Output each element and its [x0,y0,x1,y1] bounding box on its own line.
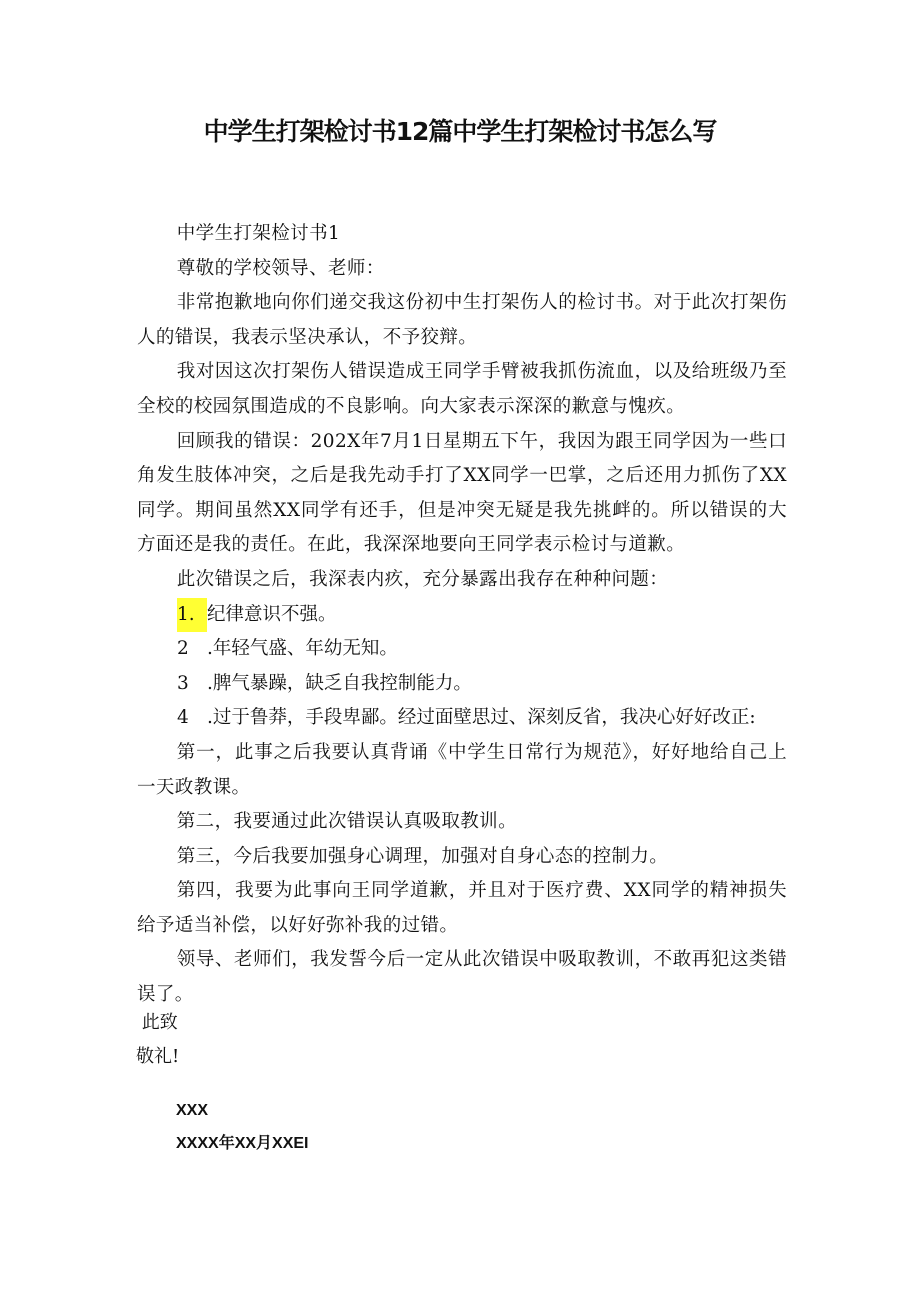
salutation: 尊敬的学校领导、老师： [176,257,385,279]
problem-item-3 [137,667,787,702]
resolution-fourth: 第四，我要为此事向王同学道歉，并且对于医疗费、XX同学的精神损失给予适当补偿，以好好弥补我的过错。 [137,880,787,936]
highlighted-number: 1. [177,598,207,633]
signature-date: XXXX年XX月XXEI [176,1135,309,1152]
problem-number: 3 [177,672,189,694]
problem-item-1 [137,598,787,633]
problem-text: .脾气暴躁，缺乏自我控制能力。 [207,672,472,694]
problem-item-4 [137,701,787,736]
problem-number: 2 [177,638,189,660]
problem-text: .年轻气盛、年幼无知。 [207,638,398,660]
problem-item-2 [137,632,787,667]
section-heading: 中学生打架检讨书1 [176,223,341,244]
document-title: 中学生打架检讨书12篇中学生打架检讨书怎么写 [203,117,717,146]
resolution-third: 第三，今后我要加强身心调理，加强对自身心态的控制力。 [176,845,669,867]
problem-text: .过于鲁莽，手段卑鄙。经过面壁思过、深刻反省，我决心好好改正: [207,707,756,729]
paragraph-apology: 非常抱歉地向你们递交我这份初中生打架伤人的检讨书。对于此次打架伤人的错误，我表示坚决承认，不予狡辩。 [137,292,787,348]
closing-line-1: 此致 [141,1012,178,1033]
resolution-second: 第二，我要通过此次错误认真吸取教训。 [176,811,517,833]
document-body [137,217,787,1013]
closing-regards [136,1006,178,1040]
paragraph-vow: 领导、老师们，我发誓今后一定从此次错误中吸取教训，不敢再犯这类错误了。 [137,949,787,1006]
closing-salute: 敬礼! [136,1046,180,1067]
signature-name: XXX [176,1102,209,1119]
paragraph-review: 回顾我的错误：202X年7月1日星期五下午，我因为跟王同学因为一些口角发生肢体冲突，之后是我先动手打了XX同学一巴掌，之后还用力抓伤了XX同学。期间虽然XX同学有还手，但是冲突无疑是我先挑衅的。所以错误的大方面还是我的责任。在此，我深深地要向王同学表示检讨与道歉。 [137,430,787,556]
problem-number: 4 [177,707,189,729]
paragraph-impact: 我对因这次打架伤人错误造成王同学手臂被我抓伤流血，以及给班级乃至全校的校园氛围造成的不良影响。向大家表示深深的歉意与愧疚。 [137,361,787,417]
paragraph-problems-intro: 此次错误之后，我深表内疚，充分暴露出我存在种种问题： [176,568,669,590]
resolution-first: 第一，此事之后我要认真背诵《中学生日常行为规范》，好好地给自己上一天政教课。 [137,741,787,798]
problem-text: 纪律意识不强。 [207,603,337,625]
